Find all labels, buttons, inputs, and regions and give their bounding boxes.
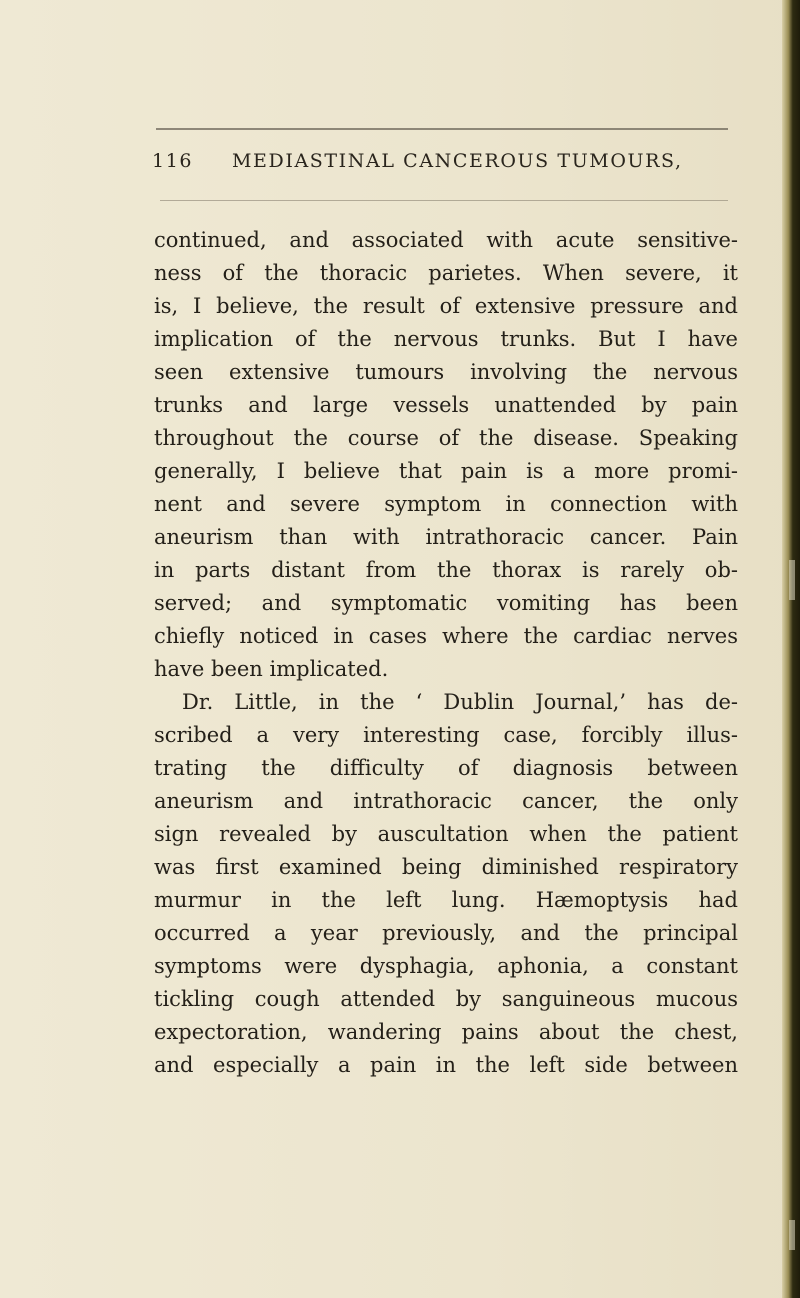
text-line: implication of the nervous trunks. But I have (154, 327, 738, 351)
text-line: in parts distant from the thorax is rarely ob- (154, 558, 738, 582)
running-head: MEDIASTINAL CANCEROUS TUMOURS, (232, 150, 683, 172)
page-header (152, 150, 752, 184)
header-rule (160, 200, 728, 201)
top-rule (156, 128, 728, 130)
text-line: symptoms were dysphagia, aphonia, a constant (154, 954, 738, 978)
page-binding-edge (782, 0, 800, 1298)
text-line: tickling cough attended by sanguineous mucous (154, 987, 738, 1011)
text-line: seen extensive tumours involving the nervous (154, 360, 738, 384)
text-line: ness of the thoracic parietes. When severe, it (154, 261, 738, 285)
text-line: nent and severe symptom in connection with (154, 492, 738, 516)
text-line: aneurism and intrathoracic cancer, the only (154, 789, 738, 813)
text-line: and especially a pain in the left side between (154, 1053, 738, 1077)
body-text (154, 224, 754, 1082)
text-line: expectoration, wandering pains about the chest, (154, 1020, 738, 1044)
text-line: have been implicated. (154, 657, 389, 681)
edge-mark (789, 1220, 795, 1250)
text-line: scribed a very interesting case, forcibly illus- (154, 723, 738, 747)
text-line: throughout the course of the disease. Speaking (154, 426, 738, 450)
text-line: generally, I believe that pain is a more promi- (154, 459, 738, 483)
text-line: sign revealed by auscultation when the patient (154, 822, 738, 846)
text-line: is, I believe, the result of extensive pressure and (154, 294, 738, 318)
text-line: trating the difficulty of diagnosis between (154, 756, 738, 780)
text-line: Dr. Little, in the ‘ Dublin Journal,’ has de- (182, 690, 738, 714)
edge-mark (789, 560, 795, 600)
text-line: served; and symptomatic vomiting has been (154, 591, 738, 615)
text-line: chiefly noticed in cases where the cardiac nerves (154, 624, 738, 648)
text-line: occurred a year previously, and the principal (154, 921, 738, 945)
text-line: aneurism than with intrathoracic cancer. Pain (154, 525, 738, 549)
page-number: 116 (152, 150, 194, 172)
text-line: was first examined being diminished respiratory (154, 855, 738, 879)
text-line: continued, and associated with acute sensitive- (154, 228, 738, 252)
text-line: murmur in the left lung. Hæmoptysis had (154, 888, 738, 912)
text-line: trunks and large vessels unattended by pain (154, 393, 738, 417)
